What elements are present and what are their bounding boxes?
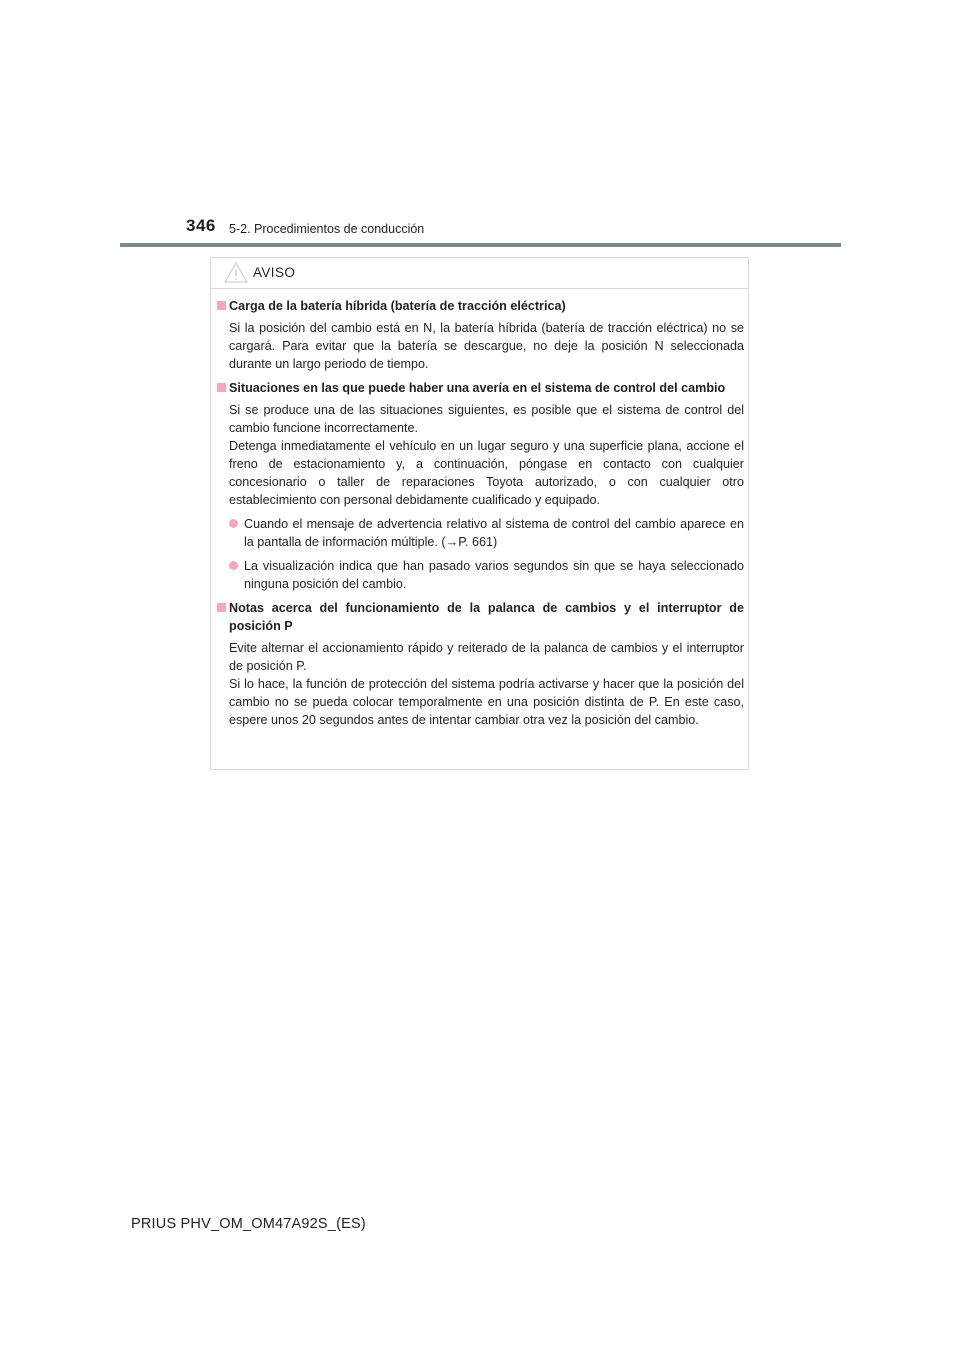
item-paragraph: Si lo hace, la función de protección del sistema podría activarse y hacer que la posición del cambio no se pueda colocar temporalmente en una posición distinta de P. En este caso, espere unos 20 segundos antes de intentar cambiar otra vez la posición del cambio. bbox=[229, 677, 744, 727]
warning-triangle-icon bbox=[224, 262, 248, 283]
warning-item-shift-lever bbox=[217, 599, 744, 729]
square-bullet-icon bbox=[217, 383, 226, 392]
item-heading: Situaciones en las que puede haber una avería en el sistema de control del cambio bbox=[229, 381, 726, 395]
section-title: 5-2. Procedimientos de conducción bbox=[229, 222, 425, 236]
circle-bullet-icon bbox=[229, 561, 238, 570]
warning-header bbox=[211, 258, 748, 289]
sub-list-item-text: La visualización indica que han pasado varios segundos sin que se haya seleccionado ninguna posición del cambio. bbox=[244, 559, 744, 591]
item-heading: Carga de la batería híbrida (batería de tracción eléctrica) bbox=[229, 299, 566, 313]
sub-list-item bbox=[229, 515, 744, 551]
sub-list-item bbox=[229, 557, 744, 593]
item-paragraph: Si la posición del cambio está en N, la batería híbrida (batería de tracción eléctrica) no se cargará. Para evitar que la batería se descargue, no deje la posición N seleccionada durante un largo periodo de tiempo. bbox=[229, 321, 744, 371]
item-paragraph: Evite alternar el accionamiento rápido y reiterado de la palanca de cambios y el interruptor de posición P. bbox=[229, 641, 744, 673]
warning-title: AVISO bbox=[253, 265, 296, 280]
square-bullet-icon bbox=[217, 603, 226, 612]
sub-list-item-text: Cuando el mensaje de advertencia relativo al sistema de control del cambio aparece en la pantalla de información múltiple. (→P. 661) bbox=[244, 517, 744, 549]
square-bullet-icon bbox=[217, 301, 226, 310]
footer-document-id: PRIUS PHV_OM_OM47A92S_(ES) bbox=[131, 1216, 366, 1232]
page-number: 346 bbox=[186, 216, 216, 235]
item-paragraph: Detenga inmediatamente el vehículo en un lugar seguro y una superficie plana, accione el freno de estacionamiento y, a continuación, póngase en contacto con cualquier concesionario o taller de reparaciones Toyota autorizado, o con cualquier otro establecimiento con personal debidamente cualificado y equipado. bbox=[229, 439, 744, 507]
warning-box bbox=[210, 257, 749, 770]
circle-bullet-icon bbox=[229, 519, 238, 528]
warning-content bbox=[217, 297, 744, 735]
header-rule bbox=[120, 243, 841, 247]
item-paragraph: Si se produce una de las situaciones siguientes, es posible que el sistema de control del cambio funcione incorrectamente. bbox=[229, 403, 744, 435]
warning-item-battery bbox=[217, 297, 744, 373]
item-heading: Notas acerca del funcionamiento de la palanca de cambios y el interruptor de posición P bbox=[229, 601, 744, 633]
warning-item-shift-control bbox=[217, 379, 744, 593]
